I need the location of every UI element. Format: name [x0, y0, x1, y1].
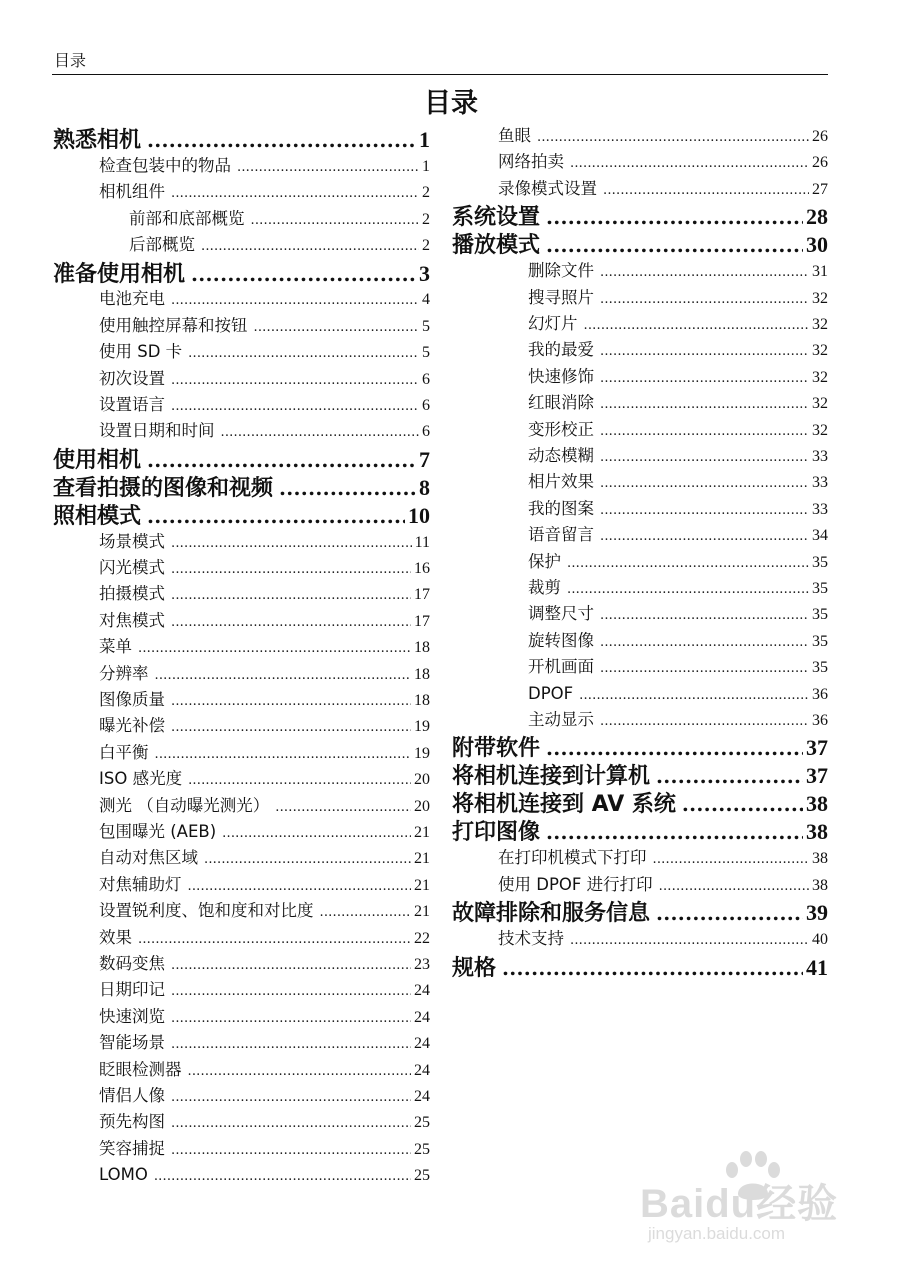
- toc-entry-title: 规格: [452, 955, 497, 981]
- toc-section-entry: [53, 900, 430, 922]
- toc-entry-title: 使用相机: [53, 447, 142, 473]
- toc-dot-leader: [600, 526, 809, 548]
- toc-dot-leader: [546, 735, 803, 761]
- toc-page-number: 25: [414, 1114, 430, 1132]
- toc-dot-leader: [155, 665, 412, 687]
- toc-section-entry: [53, 715, 430, 737]
- toc-page-number: 33: [812, 448, 828, 465]
- toc-section-entry: [452, 366, 828, 388]
- toc-page-number: 24: [414, 1061, 430, 1079]
- toc-dot-leader: [502, 955, 803, 981]
- toc-dot-leader: [600, 447, 809, 469]
- toc-dot-leader: [171, 533, 412, 555]
- toc-page-number: 32: [812, 368, 828, 386]
- toc-section-entry: [53, 874, 430, 896]
- toc-page-number: 35: [812, 632, 828, 650]
- toc-page-number: 37: [806, 763, 828, 789]
- toc-page-number: 34: [812, 527, 828, 545]
- toc-entry-title: 初次设置: [99, 368, 165, 388]
- toc-page-number: 1: [422, 157, 430, 175]
- toc-section-entry: [452, 419, 828, 441]
- toc-section-entry: [53, 420, 430, 442]
- toc-entry-title: 设置锐利度、饱和度和对比度: [99, 901, 314, 921]
- toc-dot-leader: [600, 421, 809, 443]
- toc-entry-title: 附带软件: [452, 736, 541, 762]
- toc-section-entry: [53, 847, 430, 869]
- toc-section-entry: [53, 208, 430, 230]
- toc-entry-title: 调整尺寸: [528, 604, 594, 624]
- toc-section-entry: [452, 178, 828, 200]
- toc-entry-title: 眨眼检测器: [99, 1059, 182, 1079]
- toc-entry-title: 在打印机模式下打印: [498, 848, 647, 868]
- toc-dot-leader: [147, 447, 416, 473]
- toc-dot-leader: [171, 1034, 411, 1056]
- toc-page-number: 37: [806, 735, 828, 761]
- toc-entry-title: 裁剪: [528, 578, 561, 597]
- toc-entry-title: 开机画面: [528, 657, 594, 677]
- toc-section-entry: [53, 768, 430, 790]
- toc-page-number: 21: [414, 823, 430, 841]
- toc-dot-leader: [567, 579, 809, 601]
- toc-dot-leader: [204, 849, 411, 871]
- toc-page-number: 35: [812, 606, 828, 624]
- toc-section-entry: [53, 1111, 430, 1133]
- toc-section-entry: [452, 874, 828, 896]
- toc-dot-leader: [237, 157, 419, 179]
- toc-entry-title: 数码变焦: [99, 953, 165, 973]
- toc-page-number: 40: [812, 931, 828, 949]
- toc-dot-leader: [171, 612, 411, 634]
- toc-dot-leader: [154, 1166, 411, 1188]
- toc-page-number: 23: [414, 955, 430, 973]
- toc-dot-leader: [546, 232, 803, 258]
- toc-dot-leader: [653, 849, 810, 871]
- toc-page-number: 18: [414, 691, 430, 709]
- toc-dot-leader: [603, 180, 809, 202]
- toc-dot-leader: [188, 1061, 412, 1083]
- toc-entry-title: 打印图像: [452, 820, 541, 846]
- toc-entry-title: 设置日期和时间: [99, 421, 215, 441]
- toc-dot-leader: [567, 553, 809, 575]
- toc-page-number: 26: [812, 128, 828, 145]
- toc-section-entry: [53, 689, 430, 711]
- toc-section-entry: [452, 498, 828, 520]
- toc-section-entry: [53, 315, 430, 337]
- toc-entry-title: 使用触控屏幕和按钮: [99, 315, 248, 335]
- toc-section-entry: [452, 683, 828, 705]
- toc-entry-title: 使用 DPOF 进行打印: [498, 874, 653, 894]
- toc-entry-title: 鱼眼: [498, 126, 531, 145]
- toc-page-number: 19: [414, 744, 430, 762]
- toc-page-number: 11: [414, 533, 430, 551]
- toc-page-number: 41: [806, 954, 828, 980]
- toc-chapter-entry: [452, 955, 828, 981]
- toc-entry-title: 保护: [528, 551, 561, 571]
- toc-chapter-entry: [53, 447, 430, 473]
- toc-section-entry: [452, 709, 828, 731]
- toc-entry-title: 快速修饰: [528, 366, 594, 386]
- toc-dot-leader: [320, 902, 412, 924]
- toc-page-number: 26: [812, 154, 828, 172]
- toc-page-number: 24: [414, 1087, 430, 1105]
- running-header: 目录: [54, 51, 87, 70]
- toc-page-number: 20: [414, 771, 430, 789]
- toc-chapter-entry: [452, 763, 828, 789]
- toc-dot-leader: [600, 658, 809, 680]
- toc-section-entry: [452, 339, 828, 361]
- toc-dot-leader: [254, 317, 420, 339]
- toc-chapter-entry: [452, 900, 828, 926]
- toc-page-number: 2: [422, 237, 430, 255]
- toc-entry-title: DPOF: [528, 683, 574, 703]
- toc-dot-leader: [171, 1140, 411, 1162]
- toc-dot-leader: [600, 711, 809, 733]
- toc-section-entry: [53, 181, 430, 203]
- toc-section-entry: [53, 155, 430, 177]
- toc-chapter-entry: [452, 204, 828, 230]
- toc-page-number: 1: [419, 127, 430, 152]
- toc-page-number: 6: [422, 397, 430, 414]
- toc-section-entry: [53, 341, 430, 363]
- toc-entry-title: 分辨率: [99, 663, 149, 683]
- toc-entry-title: 对焦模式: [99, 610, 165, 630]
- toc-dot-leader: [171, 691, 411, 713]
- toc-page-number: 25: [414, 1167, 430, 1185]
- toc-page-number: 32: [812, 289, 828, 307]
- toc-entry-title: 前部和底部概览: [129, 208, 245, 228]
- toc-section-entry: [53, 927, 430, 949]
- toc-page-number: 7: [419, 446, 430, 472]
- toc-page-number: 17: [414, 612, 430, 630]
- toc-dot-leader: [171, 290, 419, 312]
- toc-entry-title: 播放模式: [452, 233, 541, 259]
- toc-section-entry: [53, 979, 430, 1001]
- header-rule: [52, 74, 828, 75]
- toc-dot-leader: [600, 394, 809, 416]
- toc-chapter-entry: [53, 503, 430, 529]
- toc-page-number: 18: [414, 665, 430, 683]
- toc-section-entry: [452, 847, 828, 869]
- toc-section-entry: [452, 577, 828, 599]
- toc-entry-title: 搜寻照片: [528, 287, 594, 307]
- toc-section-entry: [452, 524, 828, 546]
- toc-section-entry: [452, 445, 828, 467]
- toc-entry-title: 测光 （自动曝光测光）: [99, 795, 270, 815]
- baidu-watermark: [640, 1150, 860, 1260]
- toc-entry-title: 语音留言: [528, 525, 594, 545]
- toc-entry-title: 场景模式: [99, 531, 165, 551]
- toc-page-number: 6: [422, 423, 430, 441]
- toc-dot-leader: [171, 396, 419, 418]
- toc-page-number: 32: [812, 395, 828, 413]
- toc-chapter-entry: [452, 819, 828, 845]
- toc-entry-title: 照相模式: [53, 503, 142, 529]
- toc-entry-title: 将相机连接到 AV 系统: [452, 792, 676, 818]
- toc-section-entry: [53, 368, 430, 390]
- toc-entry-title: 图像质量: [99, 689, 165, 709]
- toc-dot-leader: [188, 343, 419, 365]
- toc-page-number: 38: [806, 819, 828, 845]
- toc-entry-title: 笑容捕捉: [99, 1138, 165, 1158]
- toc-dot-leader: [275, 797, 411, 819]
- toc-entry-title: 曝光补偿: [99, 716, 165, 736]
- toc-entry-title: 录像模式设置: [498, 178, 597, 198]
- toc-section-entry: [53, 953, 430, 975]
- toc-entry-title: 相机组件: [99, 182, 165, 202]
- toc-dot-leader: [600, 368, 809, 390]
- toc-dot-leader: [600, 473, 809, 495]
- toc-entry-title: 技术支持: [498, 929, 564, 949]
- toc-page-number: 24: [414, 1008, 430, 1026]
- toc-entry-title: 变形校正: [528, 419, 594, 439]
- toc-section-entry: [53, 234, 430, 256]
- toc-section-entry: [53, 1164, 430, 1186]
- toc-entry-title: 菜单: [99, 637, 132, 657]
- toc-dot-leader: [138, 929, 411, 951]
- toc-page-number: 10: [408, 502, 430, 528]
- toc-page-number: 38: [812, 850, 828, 868]
- toc-page-number: 24: [414, 982, 430, 1000]
- toc-section-entry: [53, 610, 430, 632]
- toc-dot-leader: [600, 262, 809, 284]
- toc-dot-leader: [682, 791, 803, 817]
- toc-dot-leader: [188, 770, 411, 792]
- toc-entry-title: 闪光模式: [99, 557, 165, 577]
- toc-dot-leader: [659, 876, 809, 898]
- toc-entry-title: 红眼消除: [528, 393, 594, 413]
- toc-dot-leader: [600, 341, 809, 363]
- toc-dot-leader: [188, 876, 412, 898]
- toc-entry-title: 熟悉相机: [53, 128, 142, 153]
- toc-section-entry: [452, 125, 828, 147]
- toc-entry-title: 情侣人像: [99, 1085, 165, 1105]
- toc-entry-title: 包围曝光 (AEB): [99, 821, 217, 841]
- toc-entry-title: 我的图案: [528, 498, 594, 518]
- toc-entry-title: 系统设置: [452, 205, 541, 231]
- watermark-logo-text: Baidu经验: [640, 1182, 839, 1226]
- toc-page-number: 21: [414, 850, 430, 868]
- toc-section-entry: [452, 471, 828, 493]
- toc-entry-title: 自动对焦区域: [99, 848, 198, 868]
- toc-page-number: 8: [419, 474, 430, 500]
- toc-dot-leader: [155, 744, 412, 766]
- toc-page-number: 17: [414, 586, 430, 604]
- toc-section-entry: [452, 656, 828, 678]
- toc-page-number: 32: [812, 316, 828, 333]
- toc-section-entry: [53, 531, 430, 553]
- toc-page-number: 3: [419, 260, 430, 286]
- toc-entry-title: 拍摄模式: [99, 584, 165, 604]
- toc-dot-leader: [171, 1113, 411, 1135]
- toc-page-number: 36: [812, 685, 828, 703]
- toc-page-number: 16: [414, 559, 430, 577]
- toc-chapter-entry: [452, 232, 828, 258]
- toc-entry-title: 动态模糊: [528, 446, 594, 465]
- toc-dot-leader: [201, 236, 419, 258]
- toc-dot-leader: [221, 422, 420, 444]
- toc-page-number: 27: [812, 180, 828, 198]
- toc-dot-leader: [191, 261, 416, 287]
- toc-entry-title: 电池充电: [99, 289, 165, 309]
- toc-dot-leader: [570, 153, 809, 175]
- toc-dot-leader: [147, 503, 405, 529]
- toc-dot-leader: [656, 763, 803, 789]
- toc-page-number: 18: [414, 639, 430, 657]
- toc-page-number: 32: [812, 421, 828, 439]
- toc-chapter-entry: [53, 475, 430, 501]
- toc-section-entry: [452, 928, 828, 950]
- toc-entry-title: 效果: [99, 927, 132, 947]
- toc-section-entry: [53, 1138, 430, 1160]
- toc-page-number: 24: [414, 1035, 430, 1053]
- toc-page-number: 31: [812, 263, 828, 281]
- toc-page-number: 35: [812, 553, 828, 571]
- toc-chapter-entry: [53, 127, 430, 153]
- toc-page-number: 36: [812, 712, 828, 729]
- toc-dot-leader: [656, 900, 803, 926]
- toc-dot-leader: [147, 127, 416, 153]
- toc-section-entry: [53, 795, 430, 817]
- toc-dot-leader: [171, 370, 419, 392]
- toc-section-entry: [53, 557, 430, 579]
- toc-entry-title: 查看拍摄的图像和视频: [53, 475, 274, 501]
- toc-entry-title: 网络拍卖: [498, 152, 564, 172]
- toc-section-entry: [53, 821, 430, 843]
- toc-dot-leader: [546, 204, 803, 230]
- toc-page-number: 28: [806, 204, 828, 230]
- toc-page-number: 25: [414, 1140, 430, 1158]
- toc-entry-title: 对焦辅助灯: [99, 874, 182, 894]
- toc-page-number: 2: [422, 184, 430, 202]
- toc-section-entry: [452, 260, 828, 282]
- toc-dot-leader: [251, 210, 420, 232]
- toc-dot-leader: [600, 500, 809, 522]
- toc-page-number: 5: [422, 344, 430, 362]
- toc-dot-leader: [584, 315, 810, 337]
- toc-chapter-entry: [53, 261, 430, 287]
- toc-dot-leader: [138, 638, 411, 660]
- toc-entry-title: 将相机连接到计算机: [452, 764, 651, 790]
- toc-entry-title: 检查包装中的物品: [99, 155, 231, 175]
- toc-section-entry: [452, 392, 828, 414]
- toc-section-entry: [53, 583, 430, 605]
- toc-page-number: 30: [806, 232, 828, 258]
- toc-page-number: 39: [806, 900, 828, 926]
- toc-section-entry: [53, 1059, 430, 1081]
- toc-section-entry: [53, 742, 430, 764]
- toc-dot-leader: [537, 127, 809, 149]
- toc-section-entry: [452, 151, 828, 173]
- page-title: 目录: [424, 88, 478, 119]
- toc-dot-leader: [222, 823, 411, 845]
- toc-entry-title: 删除文件: [528, 261, 594, 281]
- toc-dot-leader: [546, 819, 803, 845]
- toc-entry-title: 智能场景: [99, 1033, 165, 1053]
- toc-page-number: 32: [812, 342, 828, 360]
- toc-page-number: 4: [422, 291, 430, 309]
- toc-entry-title: 预先构图: [99, 1112, 165, 1132]
- watermark-url: jingyan.baidu.com: [648, 1224, 786, 1243]
- toc-page-number: 22: [414, 929, 430, 947]
- toc-section-entry: [53, 663, 430, 685]
- toc-entry-title: 相片效果: [528, 472, 594, 492]
- toc-entry-title: 旋转图像: [528, 630, 594, 650]
- toc-page-number: 21: [414, 876, 430, 894]
- toc-dot-leader: [171, 1087, 411, 1109]
- toc-page-number: 33: [812, 474, 828, 492]
- toc-entry-title: LOMO: [99, 1165, 148, 1185]
- toc-section-entry: [452, 630, 828, 652]
- toc-dot-leader: [171, 559, 411, 581]
- toc-chapter-entry: [452, 735, 828, 761]
- toc-page-number: 35: [812, 580, 828, 597]
- toc-section-entry: [452, 313, 828, 335]
- toc-entry-title: 故障排除和服务信息: [452, 901, 651, 927]
- toc-section-entry: [53, 288, 430, 310]
- toc-section-entry: [452, 603, 828, 625]
- toc-entry-title: 后部概览: [129, 235, 195, 255]
- toc-section-entry: [452, 287, 828, 309]
- toc-entry-title: 幻灯片: [528, 314, 578, 333]
- toc-page-number: 38: [812, 876, 828, 894]
- toc-dot-leader: [171, 717, 411, 739]
- toc-section-entry: [452, 551, 828, 573]
- toc-dot-leader: [171, 981, 411, 1003]
- toc-entry-title: 主动显示: [528, 710, 594, 729]
- toc-dot-leader: [570, 930, 809, 952]
- toc-entry-title: 使用 SD 卡: [99, 342, 183, 362]
- toc-page-number: 21: [414, 903, 430, 921]
- toc-chapter-entry: [452, 791, 828, 817]
- toc-entry-title: 日期印记: [99, 980, 165, 1000]
- toc-dot-leader: [600, 632, 809, 654]
- toc-page-number: 6: [422, 370, 430, 388]
- toc-section-entry: [53, 394, 430, 416]
- toc-entry-title: 我的最爱: [528, 340, 594, 360]
- toc-page-number: 38: [806, 791, 828, 817]
- toc-section-entry: [53, 1006, 430, 1028]
- toc-entry-title: 设置语言: [99, 395, 165, 414]
- toc-page-number: 19: [414, 718, 430, 736]
- toc-entry-title: 白平衡: [99, 742, 149, 762]
- toc-dot-leader: [171, 183, 419, 205]
- toc-page-number: 33: [812, 500, 828, 518]
- toc-section-entry: [53, 1085, 430, 1107]
- toc-dot-leader: [600, 605, 809, 627]
- toc-section-entry: [53, 1032, 430, 1054]
- toc-dot-leader: [171, 955, 411, 977]
- toc-dot-leader: [579, 685, 809, 707]
- toc-entry-title: 快速浏览: [99, 1006, 165, 1026]
- toc-page-number: 2: [422, 210, 430, 228]
- toc-dot-leader: [600, 289, 809, 311]
- toc-page-number: 35: [812, 659, 828, 677]
- toc-entry-title: 准备使用相机: [53, 261, 186, 287]
- toc-page-number: 20: [414, 797, 430, 815]
- toc-dot-leader: [171, 1008, 411, 1030]
- toc-entry-title: ISO 感光度: [99, 769, 183, 789]
- toc-dot-leader: [279, 475, 416, 501]
- toc-page-number: 5: [422, 317, 430, 335]
- toc-section-entry: [53, 636, 430, 658]
- toc-dot-leader: [171, 585, 411, 607]
